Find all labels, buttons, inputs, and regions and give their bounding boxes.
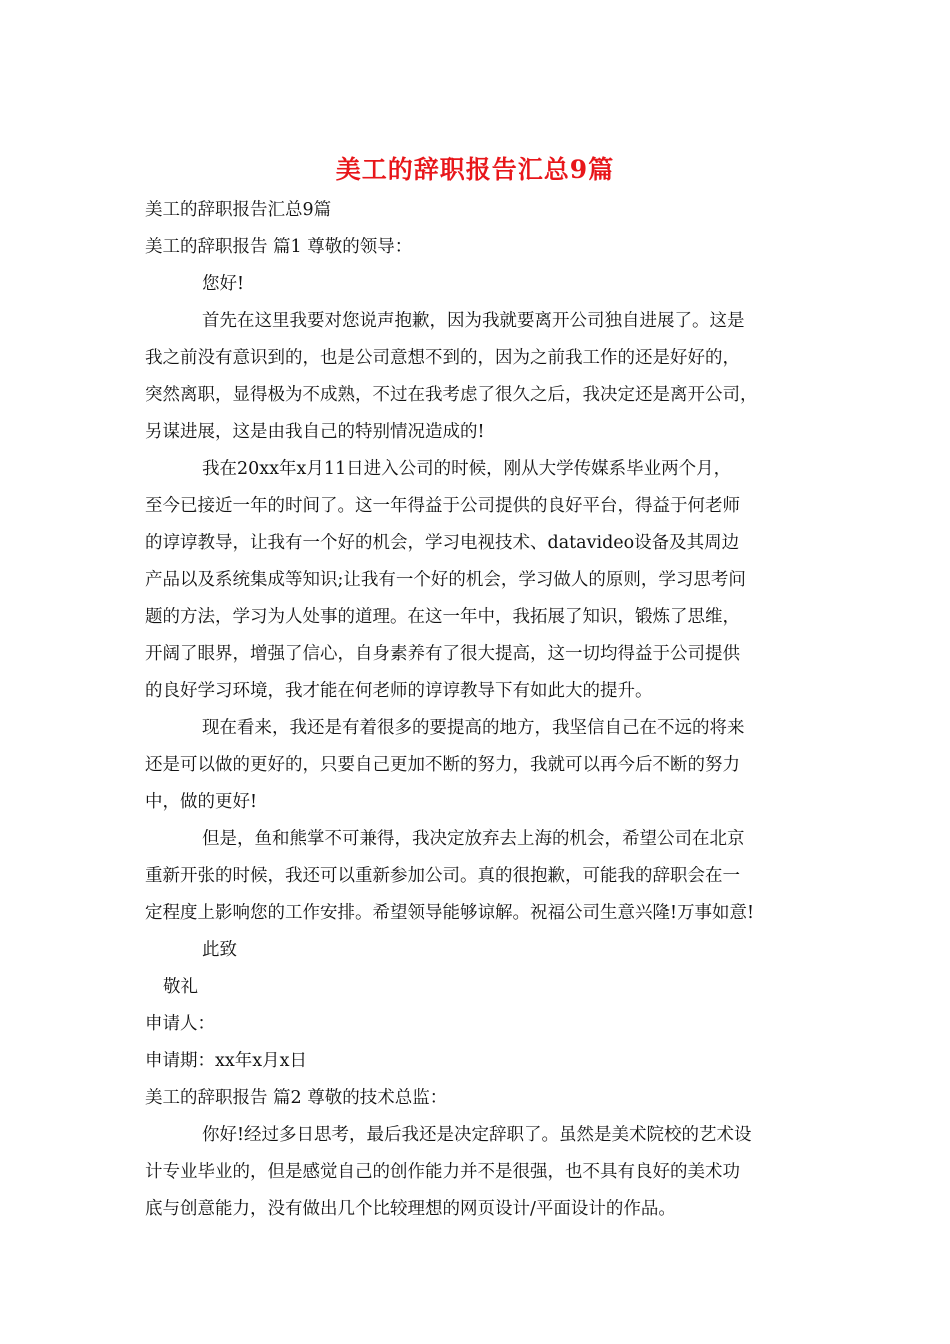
- paragraph-line: 至今已接近一年的时间了。这一年得益于公司提供的良好平台，得益于何老师: [145, 496, 740, 516]
- paragraph-line: 中，做的更好!: [145, 792, 258, 812]
- paragraph-line: 但是，鱼和熊掌不可兼得，我决定放弃去上海的机会，希望公司在北京: [202, 829, 745, 849]
- paragraph-line: 底与创意能力，没有做出几个比较理想的网页设计/平面设计的作品。: [145, 1199, 676, 1219]
- closing-line: 此致: [202, 940, 237, 960]
- paragraph-line: 的谆谆教导，让我有一个好的机会，学习电视技术、datavideo设备及其周边: [145, 533, 740, 553]
- salutation-line: 敬礼: [163, 977, 198, 997]
- paragraph-line: 的良好学习环境，我才能在何老师的谆谆教导下有如此大的提升。: [145, 681, 653, 701]
- greeting-line: 您好!: [202, 274, 245, 294]
- paragraph-line: 产品以及系统集成等知识;让我有一个好的机会，学习做人的原则，学习思考问: [145, 570, 746, 590]
- paragraph-line: 开阔了眼界，增强了信心，自身素养有了很大提高，这一切均得益于公司提供: [145, 644, 740, 664]
- paragraph-line: 突然离职，显得极为不成熟，不过在我考虑了很久之后，我决定还是离开公司，: [145, 385, 758, 405]
- paragraph-line: 还是可以做的更好的，只要自己更加不断的努力，我就可以再今后不断的努力: [145, 755, 740, 775]
- document-title: 美工的辞职报告汇总9篇: [335, 155, 615, 184]
- paragraph-line: 另谋进展，这是由我自己的特别情况造成的!: [145, 422, 485, 442]
- applicant-line: 申请人：: [145, 1014, 215, 1034]
- paragraph-line: 题的方法，学习为人处事的道理。在这一年中，我拓展了知识，锻炼了思维，: [145, 607, 740, 627]
- paragraph-line: 你好!经过多日思考，最后我还是决定辞职了。虽然是美术院校的艺术设: [202, 1125, 752, 1145]
- paragraph-line: 计专业毕业的，但是感觉自己的创作能力并不是很强，也不具有良好的美术功: [145, 1162, 740, 1182]
- subtitle-line: 美工的辞职报告汇总9篇: [145, 200, 332, 220]
- paragraph-line: 我之前没有意识到的，也是公司意想不到的，因为之前我工作的还是好好的，: [145, 348, 740, 368]
- document-body: [145, 192, 825, 1228]
- date-line: 申请期：xx年x月x日: [145, 1051, 307, 1071]
- section-heading-1: 美工的辞职报告 篇1 尊敬的领导：: [145, 237, 413, 257]
- paragraph-line: 首先在这里我要对您说声抱歉，因为我就要离开公司独自进展了。这是: [202, 311, 745, 331]
- paragraph-line: 重新开张的时候，我还可以重新参加公司。真的很抱歉，可能我的辞职会在一: [145, 866, 740, 886]
- paragraph-line: 现在看来，我还是有着很多的要提高的地方，我坚信自己在不远的将来: [202, 718, 745, 738]
- paragraph-line: 定程度上影响您的工作安排。希望领导能够谅解。祝福公司生意兴隆!万事如意!: [145, 903, 755, 923]
- section-heading-2: 美工的辞职报告 篇2 尊敬的技术总监：: [145, 1088, 448, 1108]
- paragraph-line: 我在20xx年x月11日进入公司的时候，刚从大学传媒系毕业两个月，: [202, 459, 732, 479]
